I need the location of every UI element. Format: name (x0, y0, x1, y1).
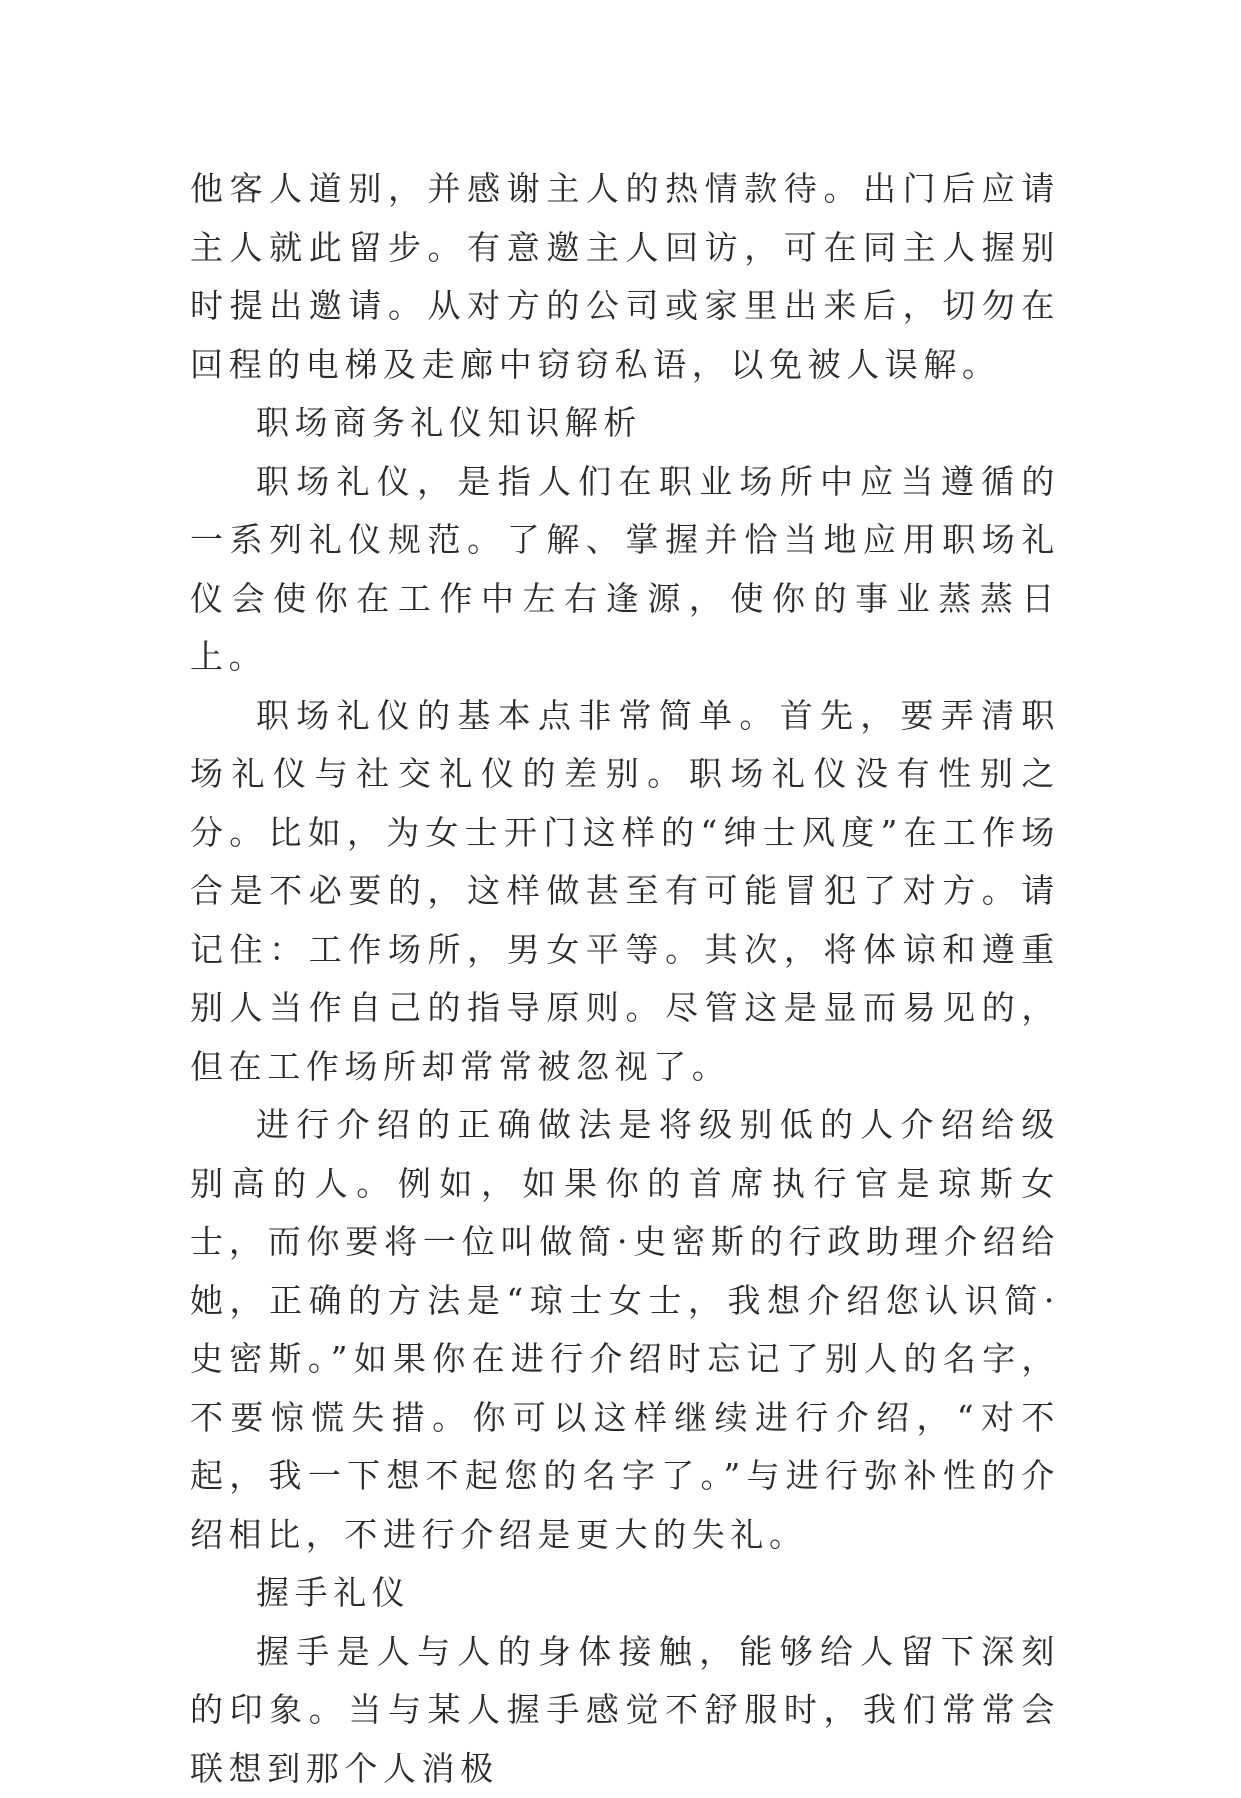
paragraph-definition: 职场礼仪，是指人们在职业场所中应当遵循的一系列礼仪规范。了解、掌握并恰当地应用职场礼仪会使你在工作中左右逢源，使你的事业蒸蒸日上。 (190, 453, 1060, 687)
paragraph-handshake: 握手是人与人的身体接触，能够给人留下深刻的印象。当与某人握手感觉不舒服时，我们常常会联想到那个人消极 (190, 1623, 1060, 1798)
section-heading-workplace-etiquette: 职场商务礼仪知识解析 (190, 394, 1060, 453)
paragraph-basics: 职场礼仪的基本点非常简单。首先，要弄清职场礼仪与社交礼仪的差别。职场礼仪没有性别之分。比如，为女士开门这样的“绅士风度”在工作场合是不必要的，这样做甚至有可能冒犯了对方。请记住：工作场所，男女平等。其次，将体谅和遵重别人当作自己的指导原则。尽管这是显而易见的，但在工作场所却常常被忽视了。 (190, 687, 1060, 1097)
body-text (190, 160, 1060, 1798)
section-heading-handshake: 握手礼仪 (190, 1564, 1060, 1623)
paragraph-continuation: 他客人道别，并感谢主人的热情款待。出门后应请主人就此留步。有意邀主人回访，可在同主人握别时提出邀请。从对方的公司或家里出来后，切勿在回程的电梯及走廊中窃窃私语，以免被人误解。 (190, 160, 1060, 394)
paragraph-introductions: 进行介绍的正确做法是将级别低的人介绍给级别高的人。例如，如果你的首席执行官是琼斯女士，而你要将一位叫做简·史密斯的行政助理介绍给她，正确的方法是“琼士女士，我想介绍您认识简·史密斯。”如果你在进行介绍时忘记了别人的名字，不要惊慌失措。你可以这样继续进行介绍，“对不起，我一下想不起您的名字了。”与进行弥补性的介绍相比，不进行介绍是更大的失礼。 (190, 1096, 1060, 1564)
